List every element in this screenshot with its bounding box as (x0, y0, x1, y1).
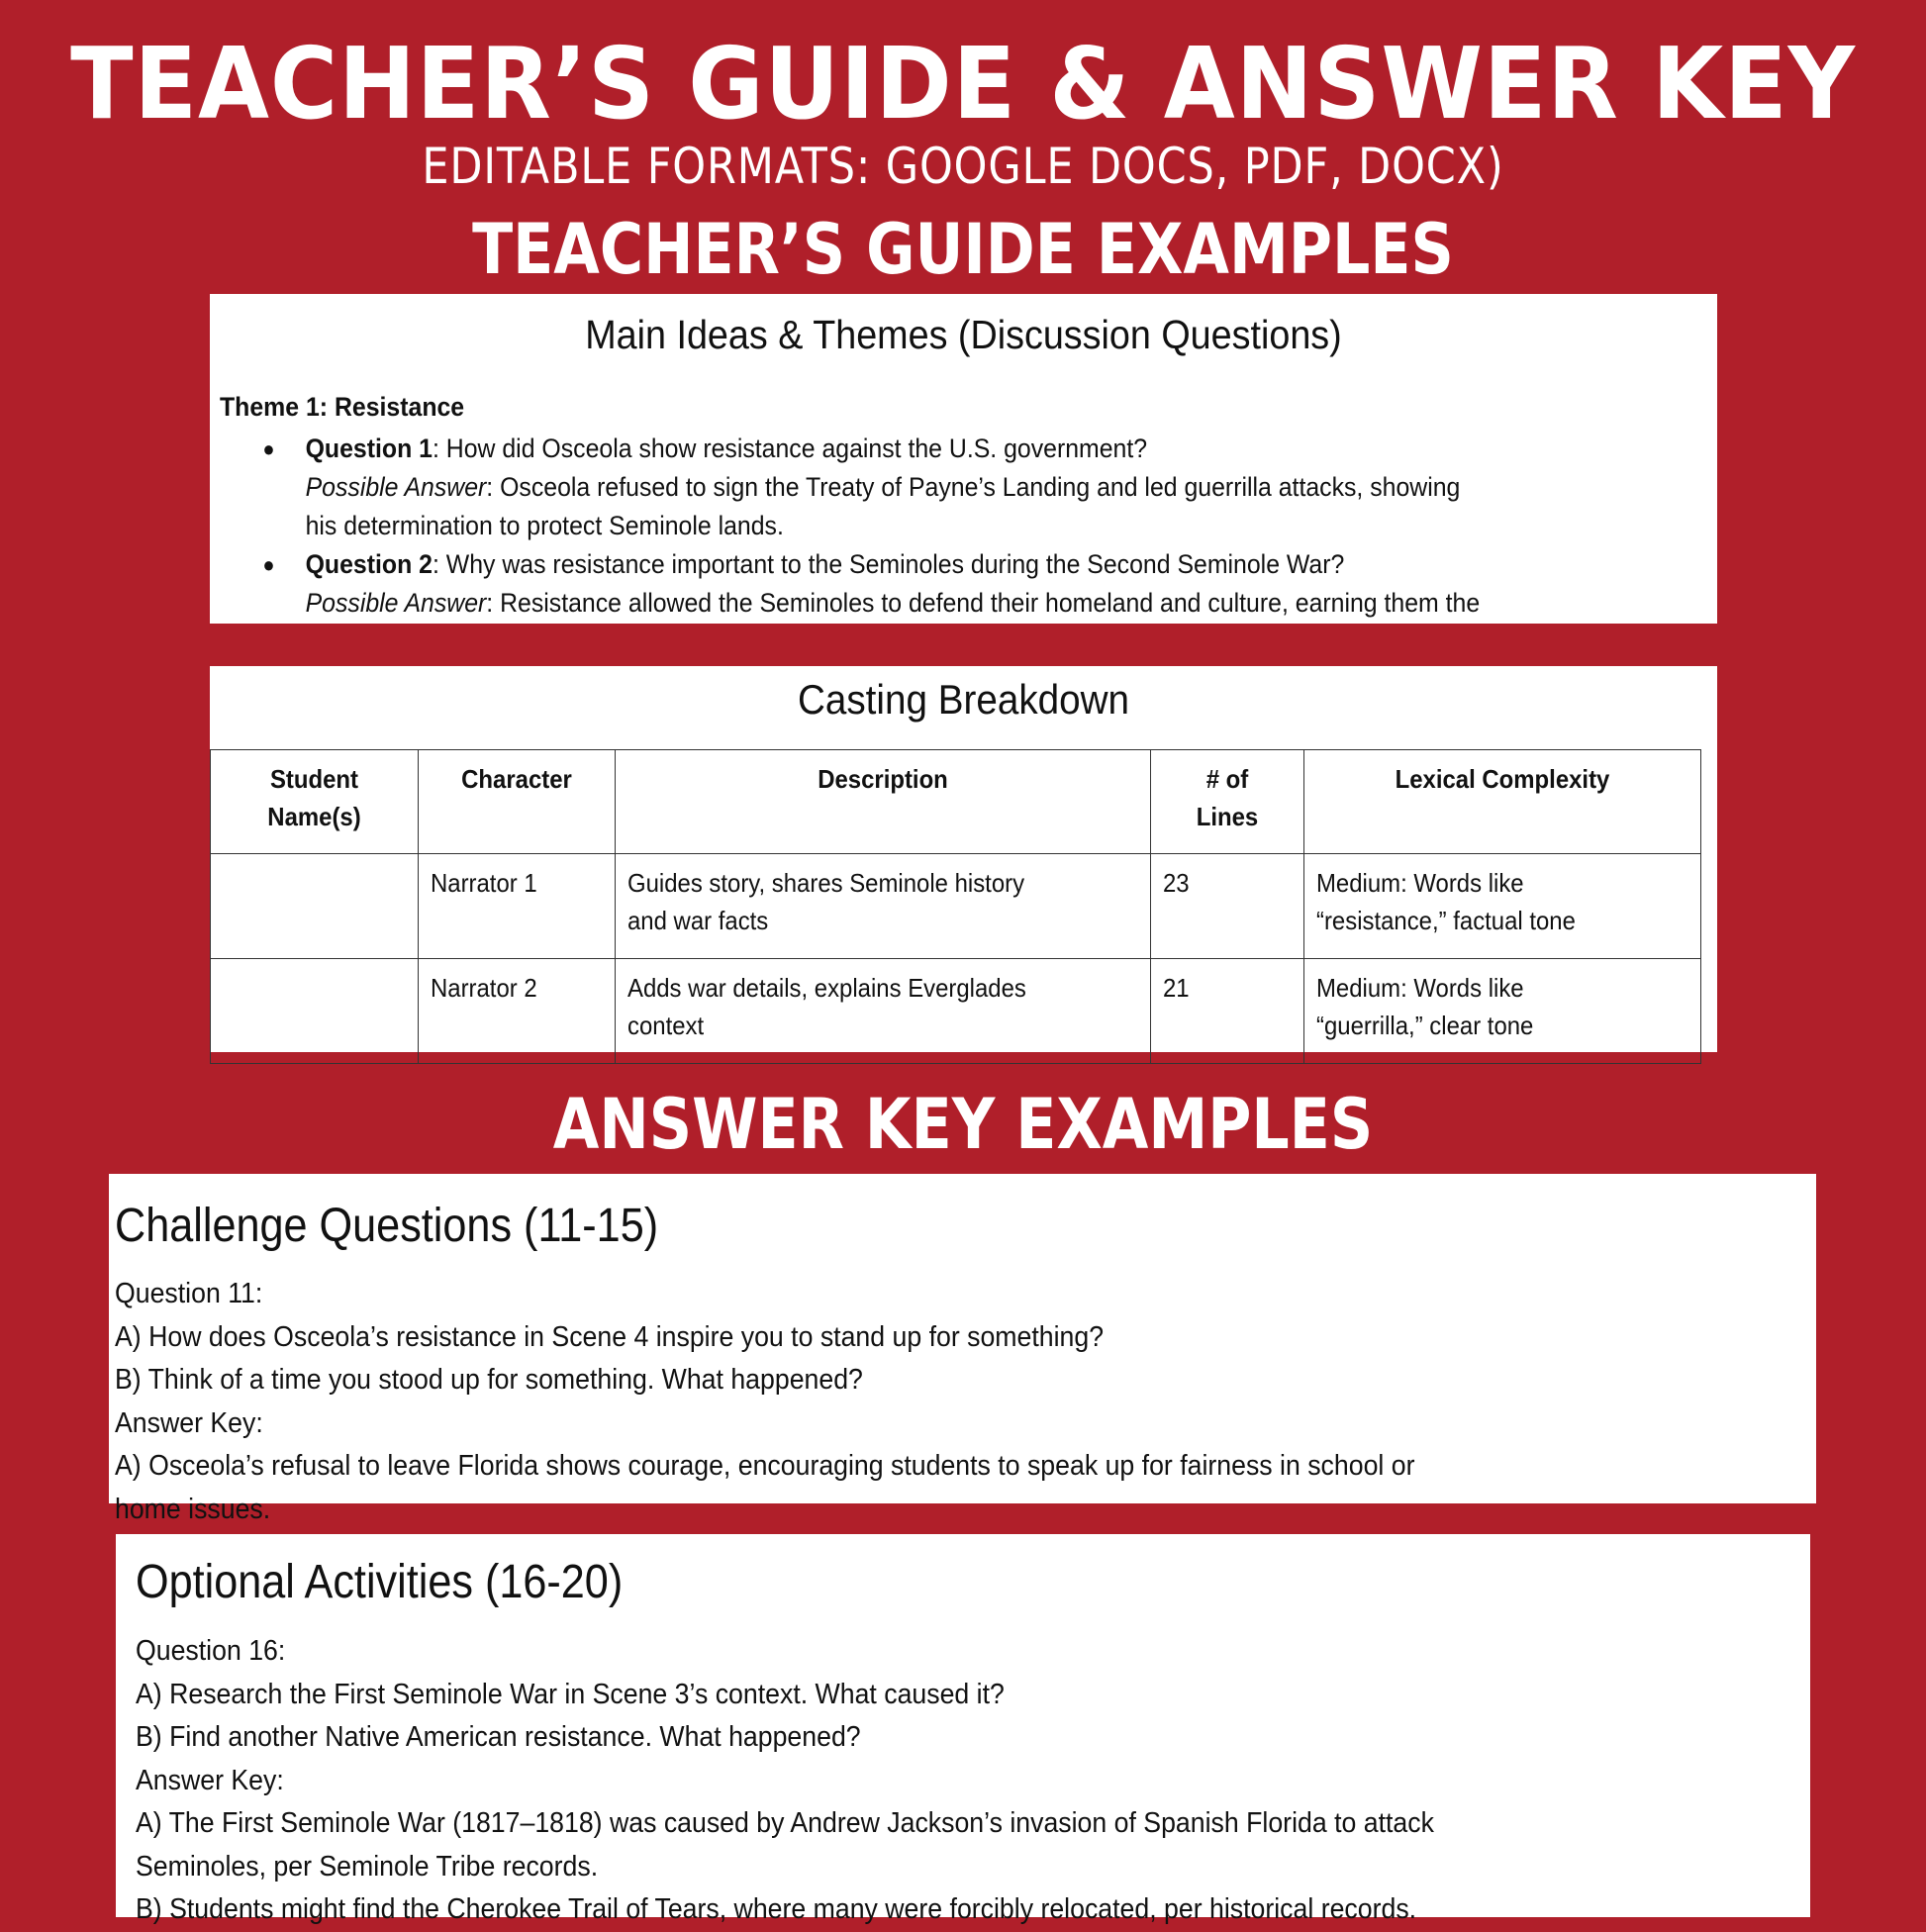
description-cell: Guides story, shares Seminole history and war facts (616, 854, 1151, 959)
answer-part-a: A) Osceola’s refusal to leave Florida shows courage, encouraging students to speak up for fairness in school or (115, 1450, 1415, 1482)
answer-line (210, 507, 1596, 545)
teachers-guide-heading: TEACHER’S GUIDE EXAMPLES (472, 209, 1454, 290)
question-label: Question 2 (305, 549, 433, 579)
answer-text: his determination to protect Seminole lands. (305, 511, 784, 540)
main-ideas-card (210, 294, 1717, 624)
question-part-b: B) Find another Native American resistance. What happened? (136, 1721, 861, 1753)
theme-label: Theme 1: Resistance (220, 392, 465, 422)
answer-text: : Osceola refused to sign the Treaty of Payne’s Landing and led guerrilla attacks, showing (486, 472, 1461, 502)
question-number: Question 11: (115, 1278, 263, 1309)
answer-key-label: Answer Key: (136, 1764, 284, 1796)
optional-title: Optional Activities (16-20) (136, 1556, 624, 1608)
answer-part-b: B) Students might find the Cherokee Trail of Tears, where many were forcibly relocated, per historical records. (136, 1893, 1417, 1925)
answer-text: : Resistance allowed the Seminoles to defend their homeland and culture, earning them the (486, 588, 1481, 618)
lines-count-cell: 23 (1151, 854, 1304, 959)
answer-label: Possible Answer (305, 472, 487, 502)
optional-lines (136, 1630, 1547, 1932)
column-header-character: Character (419, 750, 616, 854)
answer-key-heading: ANSWER KEY EXAMPLES (552, 1084, 1374, 1165)
table-header-row (211, 750, 1701, 854)
lines-count-cell: 21 (1151, 959, 1304, 1064)
bullet-icon: ● (262, 436, 275, 461)
page-subtitle: EDITABLE FORMATS: GOOGLE DOCS, PDF, DOCX) (422, 138, 1504, 195)
answer-line (210, 468, 1596, 507)
challenge-title: Challenge Questions (11-15) (115, 1200, 659, 1252)
table-row (211, 854, 1701, 959)
question-part-a: A) Research the First Seminole War in Scene 3’s context. What caused it? (136, 1678, 1005, 1710)
column-header-description: Description (616, 750, 1151, 854)
main-ideas-title: Main Ideas & Themes (Discussion Questions) (585, 312, 1342, 357)
student-name-cell[interactable] (211, 854, 419, 959)
answer-part-a: A) The First Seminole War (1817–1818) was caused by Andrew Jackson’s invasion of Spanish Florida to attack (136, 1807, 1434, 1839)
character-cell: Narrator 2 (419, 959, 616, 1064)
list-item (210, 545, 1596, 584)
column-header-student: Student Name(s) (211, 750, 419, 854)
casting-table (210, 749, 1701, 1064)
optional-activities-card (116, 1534, 1810, 1925)
question-text: : Why was resistance important to the Seminoles during the Second Seminole War? (432, 549, 1345, 579)
casting-title: Casting Breakdown (797, 676, 1130, 723)
question-part-b: B) Think of a time you stood up for something. What happened? (115, 1364, 863, 1396)
question-label: Question 1 (305, 434, 433, 463)
description-cell: Adds war details, explains Everglades context (616, 959, 1151, 1064)
answer-key-label: Answer Key: (115, 1406, 263, 1439)
challenge-questions-card (109, 1174, 1816, 1525)
challenge-lines (115, 1273, 1528, 1531)
question-part-a: A) How does Osceola’s resistance in Scene 4 inspire you to stand up for something? (115, 1320, 1105, 1353)
bullet-icon: ● (262, 552, 275, 577)
page-title: TEACHER’S GUIDE & ANSWER KEY (70, 26, 1856, 142)
answer-line (210, 584, 1596, 623)
question-number: Question 16: (136, 1635, 286, 1667)
answer-part-a-cont: home issues. (115, 1493, 271, 1525)
table-row (211, 959, 1701, 1064)
answer-part-a-cont: Seminoles, per Seminole Tribe records. (136, 1850, 599, 1883)
answer-label: Possible Answer (305, 588, 487, 618)
list-item (210, 430, 1596, 468)
column-header-lines: # of Lines (1151, 750, 1304, 854)
student-name-cell[interactable] (211, 959, 419, 1064)
complexity-cell: Medium: Words like “resistance,” factual tone (1304, 854, 1701, 959)
question-text: : How did Osceola show resistance against the U.S. government? (432, 434, 1148, 463)
question-list (210, 430, 1717, 623)
column-header-complexity: Lexical Complexity (1304, 750, 1701, 854)
casting-breakdown-card (210, 666, 1717, 1052)
complexity-cell: Medium: Words like “guerrilla,” clear tone (1304, 959, 1701, 1064)
character-cell: Narrator 1 (419, 854, 616, 959)
